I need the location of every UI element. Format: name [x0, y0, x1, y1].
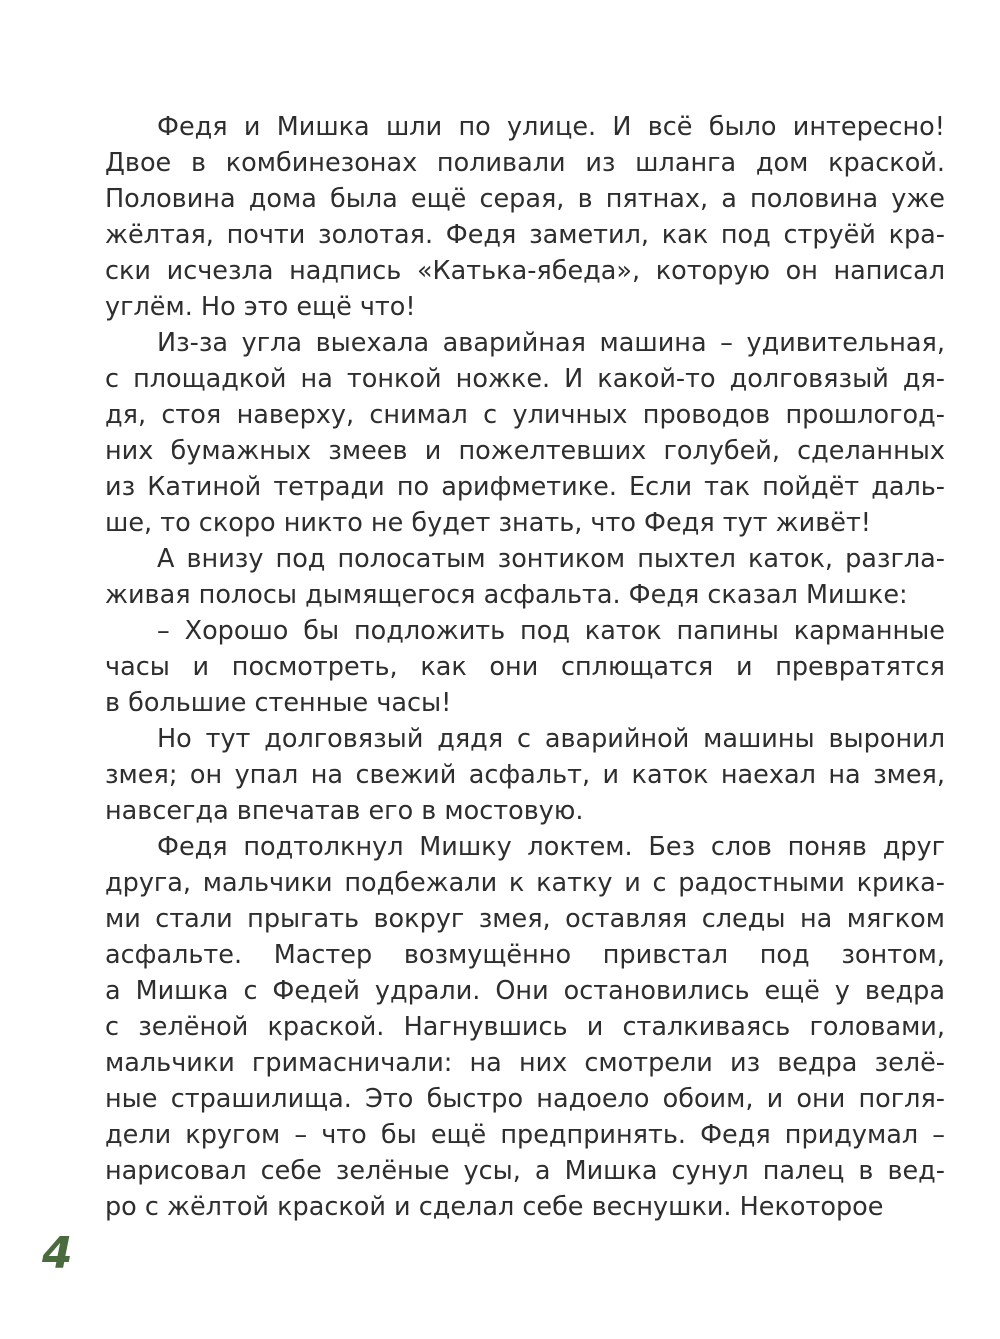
text-line: них бумажных змеев и пожелтевших голубей, сделанных	[105, 436, 945, 466]
paragraph	[105, 109, 945, 325]
page-number: 4	[42, 1228, 73, 1279]
paragraph	[105, 613, 945, 721]
text-line: дели кругом – что бы ещё предпринять. Федя придумал –	[105, 1120, 945, 1150]
text-line: навсегда впечатав его в мостовую.	[105, 796, 584, 826]
paragraph	[105, 541, 945, 613]
text-line: ро с жёлтой краской и сделал себе веснушки. Некоторое	[105, 1192, 884, 1222]
text-line: нарисовал себе зелёные усы, а Мишка сунул палец в вед-	[105, 1156, 945, 1186]
text-line: а Мишка с Федей удрали. Они остановились ещё у ведра	[105, 976, 945, 1006]
text-line: углём. Но это ещё что!	[105, 292, 416, 322]
text-line: из Катиной тетради по арифметике. Если так пойдёт даль-	[105, 472, 945, 502]
text-line: Но тут долговязый дядя с аварийной машины выронил	[157, 724, 945, 754]
text-line: асфальте. Мастер возмущённо привстал под зонтом,	[105, 940, 945, 970]
text-line: А внизу под полосатым зонтиком пыхтел каток, разгла-	[157, 544, 945, 574]
text-line: Двое в комбинезонах поливали из шланга дом краской.	[105, 148, 945, 178]
text-line: дя, стоя наверху, снимал с уличных проводов прошлогод-	[105, 400, 945, 430]
text-line: Федя подтолкнул Мишку локтем. Без слов поняв друг	[157, 832, 945, 862]
text-line: с зелёной краской. Нагнувшись и сталкиваясь головами,	[105, 1012, 945, 1042]
text-line: часы и посмотреть, как они сплющатся и превратятся	[105, 652, 945, 682]
text-line: друга, мальчики подбежали к катку и с радостными крика-	[105, 868, 945, 898]
text-line: – Хорошо бы подложить под каток папины карманные	[157, 616, 945, 646]
text-line: Половина дома была ещё серая, в пятнах, а половина уже	[105, 184, 945, 214]
text-line: Федя и Мишка шли по улице. И всё было интересно!	[157, 112, 945, 142]
text-line: Из-за угла выехала аварийная машина – удивительная,	[157, 328, 945, 358]
text-line: ше, то скоро никто не будет знать, что Федя тут живёт!	[105, 508, 872, 538]
text-line: змея; он упал на свежий асфальт, и каток наехал на змея,	[105, 760, 945, 790]
text-line: в большие стенные часы!	[105, 688, 452, 718]
text-line: с площадкой на тонкой ножке. И какой-то долговязый дя-	[105, 364, 945, 394]
text-line: мальчики гримасничали: на них смотрели из ведра зелё-	[105, 1048, 945, 1078]
paragraph	[105, 721, 945, 829]
text-line: живая полосы дымящегося асфальта. Федя сказал Мишке:	[105, 580, 908, 610]
text-line: ски исчезла надпись «Катька-ябеда», которую он написал	[105, 256, 945, 286]
text-line: ные страшилища. Это быстро надоело обоим, и они погля-	[105, 1084, 945, 1114]
story-text	[105, 109, 945, 1225]
text-line: жёлтая, почти золотая. Федя заметил, как под струёй кра-	[105, 220, 945, 250]
paragraph	[105, 829, 945, 1225]
paragraph	[105, 325, 945, 541]
text-line: ми стали прыгать вокруг змея, оставляя следы на мягком	[105, 904, 945, 934]
